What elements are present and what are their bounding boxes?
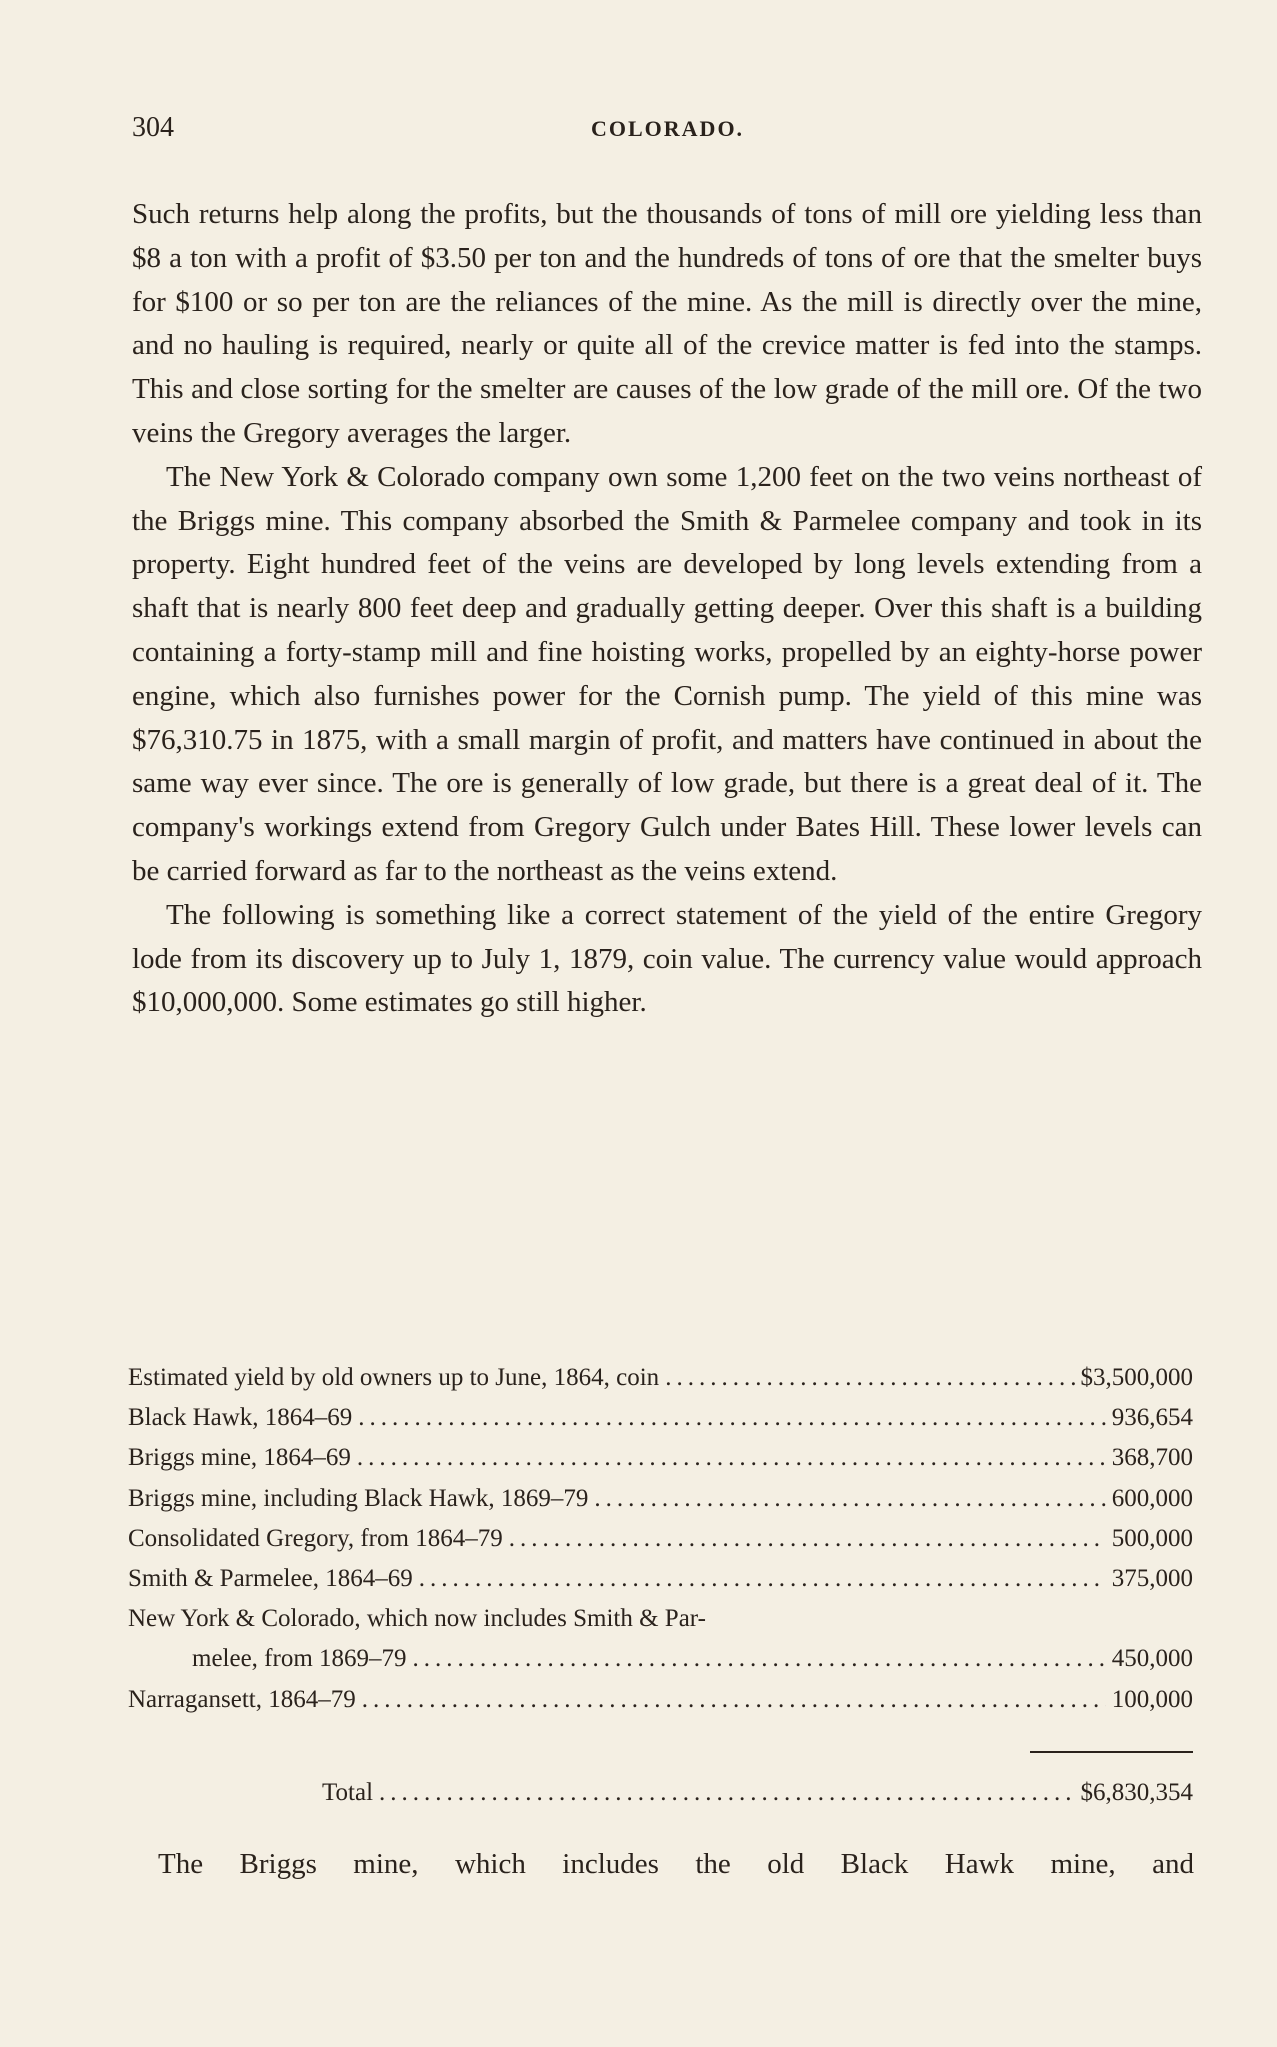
yield-table <box>128 1358 1193 1720</box>
row-amount: 375,000 <box>1111 1565 1193 1593</box>
dot-leader <box>594 1479 1105 1519</box>
row-label: Smith & Parmelee, 1864–69 <box>128 1565 413 1593</box>
paragraph: Such returns help along the profits, but the thousands of tons of mill ore yielding less than $8 a ton with a profit of $3.50 per ton and the hundreds of tons of ore that the smelter buys for $100 or so per ton are the reliances of the mine. As the mill is directly over the mine, and no hauling is required, nearly or quite all of the crevice matter is fed into the stamps. This and close sorting for the smelter are causes of the low grade of the mill ore. Of the two veins the Gregory averages the larger. <box>132 198 1202 449</box>
row-label: Briggs mine, including Black Hawk, 1869–79 <box>128 1484 589 1512</box>
row-label: Consolidated Gregory, from 1864–79 <box>128 1524 503 1552</box>
total-row <box>322 1773 1193 1813</box>
body-text <box>132 193 1202 1025</box>
row-label: Estimated yield by old owners up to June, 1864, coin <box>128 1364 660 1391</box>
row-label: Narragansett, 1864–79 <box>128 1685 356 1713</box>
row-amount: 936,654 <box>1111 1404 1193 1432</box>
page-header <box>132 112 1192 152</box>
row-amount: 600,000 <box>1111 1484 1193 1512</box>
dot-leader <box>419 1559 1106 1599</box>
continuation-line: The Briggs mine, which includes the old Black Hawk mine, and <box>158 1848 1194 1880</box>
total-label: Total <box>322 1779 374 1806</box>
row-amount: $3,500,000 <box>1080 1364 1193 1391</box>
row-label: Briggs mine, 1864–69 <box>128 1444 351 1472</box>
row-label: New York & Colorado, which now includes Smith & Par- <box>128 1605 706 1633</box>
dot-leader <box>357 1438 1106 1478</box>
table-row <box>128 1479 1193 1519</box>
table-row <box>128 1680 1193 1720</box>
table-row <box>128 1599 1193 1639</box>
row-amount: 450,000 <box>1111 1645 1193 1673</box>
table-row <box>128 1398 1193 1438</box>
total-amount: $6,830,354 <box>1080 1779 1193 1806</box>
dot-leader <box>358 1398 1105 1438</box>
dot-leader <box>509 1519 1106 1559</box>
row-amount: 368,700 <box>1111 1444 1193 1472</box>
dot-leader <box>413 1639 1106 1679</box>
table-row <box>128 1358 1193 1398</box>
table-row <box>128 1519 1193 1559</box>
row-amount: 100,000 <box>1111 1685 1193 1713</box>
row-amount: 500,000 <box>1111 1524 1193 1552</box>
page-number: 304 <box>132 112 174 143</box>
dot-leader <box>379 1773 1074 1813</box>
table-row <box>128 1438 1193 1478</box>
row-label: Black Hawk, 1864–69 <box>128 1404 353 1432</box>
total-rule <box>1030 1751 1193 1753</box>
dot-leader <box>665 1358 1074 1398</box>
paragraph: The following is something like a correct statement of the yield of the entire Gregory lode from its discovery up to July 1, 1879, coin value. The currency value would approach $10,000,000. Some estimates go still higher. <box>132 898 1202 1019</box>
table-row <box>128 1559 1193 1599</box>
dot-leader <box>362 1680 1106 1720</box>
table-row <box>128 1639 1193 1679</box>
paragraph: The New York & Colorado company own some 1,200 feet on the two veins northeast of the Briggs mine. This company absorbed the Smith & Parmelee company and took in its property. Eight hundred feet of the veins are developed by long levels extending from a shaft that is nearly 800 feet deep and gradually getting deeper. Over this shaft is a building containing a forty-stamp mill and fine hoisting works, propelled by an eighty-horse power engine, which also furnishes power for the Cornish pump. The yield of this mine was $76,310.75 in 1875, with a small margin of profit, and matters have continued in about the same way ever since. The ore is generally of low grade, but there is a great deal of it. The company's workings extend from Gregory Gulch under Bates Hill. These lower levels can be carried forward as far to the northeast as the veins extend. <box>132 460 1202 887</box>
running-head: COLORADO. <box>591 116 745 141</box>
row-label: melee, from 1869–79 <box>192 1645 407 1673</box>
